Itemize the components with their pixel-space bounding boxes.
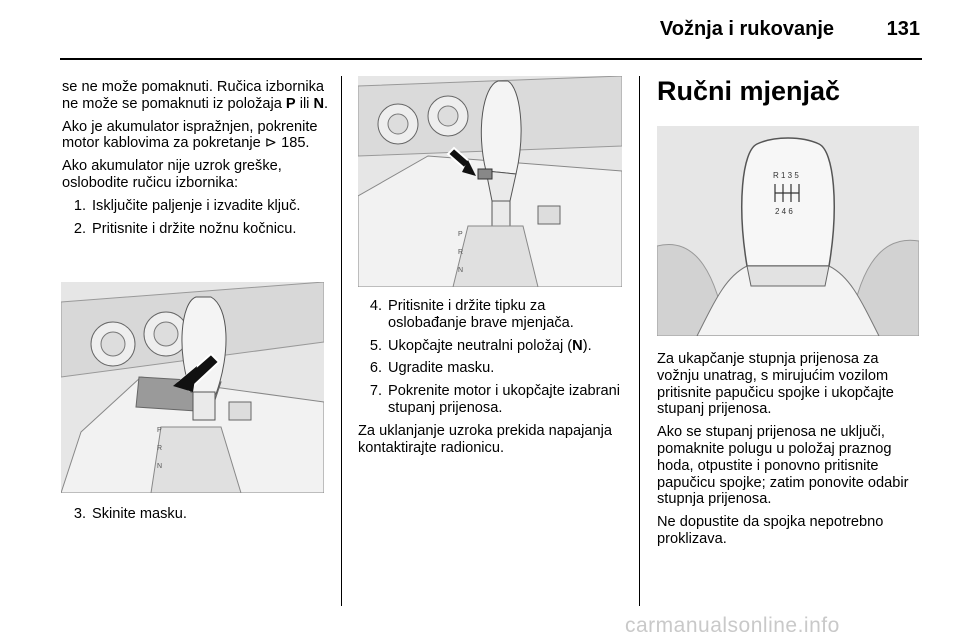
gear-selector-mask-image [61,282,324,493]
svg-text:P: P [157,427,162,434]
knob-label-bottom: 2 4 6 [775,207,793,216]
svg-text:R: R [458,249,464,256]
column-3 [657,351,923,554]
column-2 [358,298,628,456]
manual-gear-knob-illustration [657,126,919,336]
svg-text:N: N [157,463,163,470]
gear-knob-image [657,126,919,336]
list-item: 3. Skinite masku. [73,506,187,522]
svg-text:P: P [458,231,463,238]
watermark: carmanualsonline.info [625,614,840,637]
svg-text:R: R [157,445,163,452]
column-1-bottom [62,506,330,529]
step-list [62,198,330,238]
list-item: 2. Pritisnite i držite nožnu kočnicu. [73,220,297,237]
column-1 [62,79,330,243]
release-button [478,169,492,179]
list-item: 1. Isključite paljenje i izvadite ključ. [73,197,301,214]
header-divider [60,58,922,60]
paragraph: Za ukapčanje stupnja prijenosa za vožnju unatrag, s mirujućim vozilom pritisnite papučicu spojke i ukopčajte stupanj prijenosa. [657,351,894,418]
paragraph: Ne dopustite da spojka nepotrebno proklizava. [657,514,884,547]
shifter-console-illustration [61,282,324,493]
column-divider-1 [341,76,342,606]
step-list [62,506,330,523]
list-item: 5. Ukopčajte neutralni položaj (N). [369,337,592,354]
paragraph: Ako je akumulator ispražnjen, pokrenite motor kablovima za pokretanje ⊳ 185. [62,118,318,152]
paragraph: Za uklanjanje uzroka prekida napajanja kontaktirajte radionicu. [358,422,612,456]
paragraph: Ako akumulator nije uzrok greške, oslobodite ručicu izbornika: [62,158,282,191]
release-button-image [358,76,622,287]
list-item: 6. Ugradite masku. [369,360,495,377]
section-title: Ručni mjenjač [657,76,841,106]
page-number: 131 [886,18,920,40]
step-list [358,298,628,417]
list-item: 7. Pokrenite motor i ukopčajte izabrani stupanj prijenosa. [369,383,620,416]
list-item: 4. Pritisnite i držite tipku za oslobađanje brave mjenjača. [369,298,574,331]
paragraph: Ako se stupanj prijenosa ne uključi, pomaknite polugu u položaj praznog hoda, otpustite i ponovno pritisnite papučicu spojke; zatim ponovite odabir stupnja prijenosa. [657,424,909,508]
knob-label-top: R 1 3 5 [773,171,799,180]
shifter-release-button-illustration [358,76,622,287]
column-divider-2 [639,76,640,606]
paragraph: se ne može pomaknuti. Ručica izbornika ne može se pomaknuti iz položaja P ili N. [62,79,329,112]
page-reference-icon: ⊳ [264,135,278,152]
svg-text:N: N [458,267,464,274]
chapter-title: Vožnja i rukovanje [659,18,834,40]
